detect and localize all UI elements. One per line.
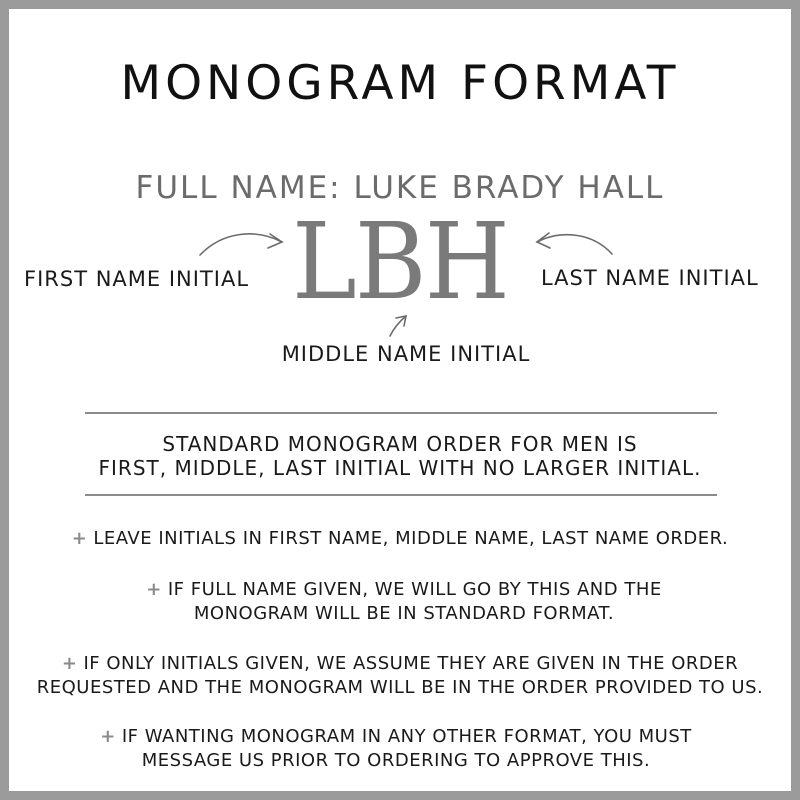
note-item bbox=[0, 652, 800, 700]
note-line: LEAVE INITIALS IN FIRST NAME, MIDDLE NAME, LAST NAME ORDER. bbox=[93, 528, 729, 549]
last-name-initial-label: LAST NAME INITIAL bbox=[541, 266, 759, 290]
plus-icon: + bbox=[71, 528, 88, 549]
standard-line-2: FIRST, MIDDLE, LAST INITIAL WITH NO LARGER INITIAL. bbox=[98, 456, 702, 480]
note-line: MONOGRAM WILL BE IN STANDARD FORMAT. bbox=[193, 603, 615, 624]
note-line: IF ONLY INITIALS GIVEN, WE ASSUME THEY ARE GIVEN IN THE ORDER bbox=[83, 653, 739, 674]
plus-icon: + bbox=[100, 726, 116, 747]
note-line: REQUESTED AND THE MONOGRAM WILL BE IN THE ORDER PROVIDED TO US. bbox=[36, 677, 764, 698]
full-name-example: FULL NAME: LUKE BRADY HALL bbox=[135, 170, 665, 206]
divider-bottom bbox=[85, 494, 717, 496]
plus-icon: + bbox=[146, 579, 162, 600]
standard-order-text bbox=[0, 432, 800, 480]
monogram-example: LBH bbox=[292, 200, 508, 323]
note-item bbox=[0, 725, 796, 773]
note-item bbox=[0, 527, 800, 551]
page-title: MONOGRAM FORMAT bbox=[120, 56, 680, 111]
note-item bbox=[4, 578, 800, 626]
divider-top bbox=[85, 412, 717, 414]
plus-icon: + bbox=[61, 653, 78, 674]
note-line: IF FULL NAME GIVEN, WE WILL GO BY THIS AND THE bbox=[167, 579, 662, 600]
standard-line-1: STANDARD MONOGRAM ORDER FOR MEN IS bbox=[162, 432, 638, 456]
note-line: MESSAGE US PRIOR TO ORDERING TO APPROVE THIS. bbox=[141, 750, 651, 771]
first-name-initial-label: FIRST NAME INITIAL bbox=[24, 267, 250, 291]
note-line: IF WANTING MONOGRAM IN ANY OTHER FORMAT, YOU MUST bbox=[121, 726, 692, 747]
middle-name-initial-label: MIDDLE NAME INITIAL bbox=[281, 342, 531, 366]
